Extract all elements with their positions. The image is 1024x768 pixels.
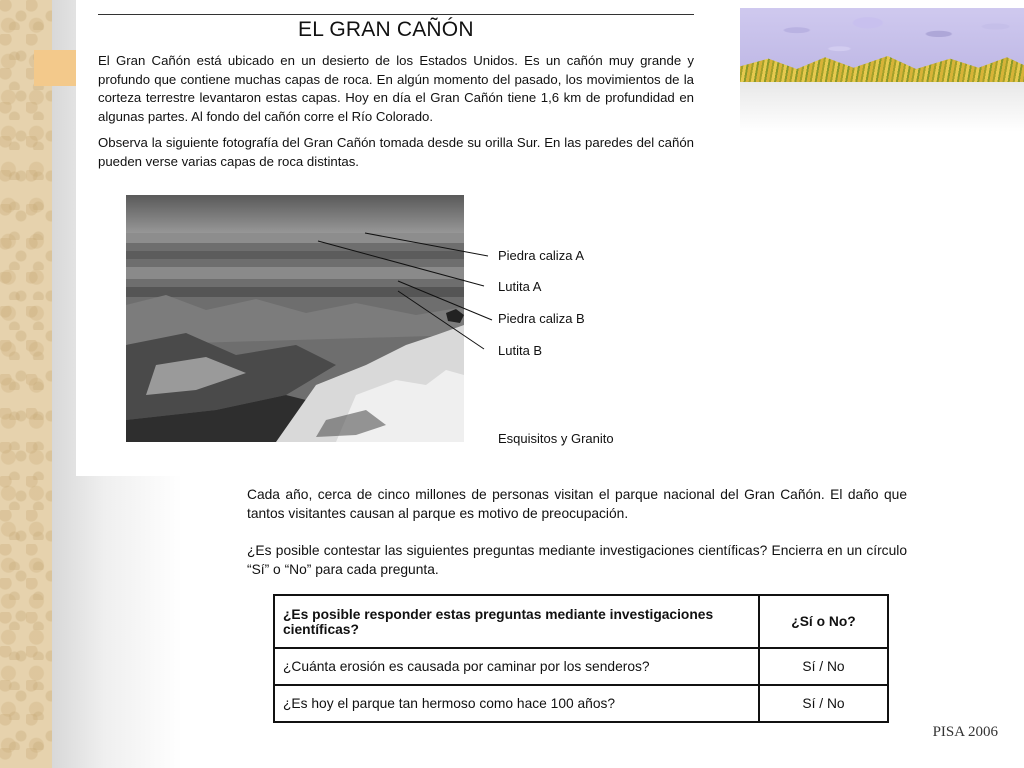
header-answer-cell: ¿Sí o No? xyxy=(759,595,888,648)
question-cell: ¿Es hoy el parque tan hermoso como hace 100 años? xyxy=(274,685,759,722)
grand-canyon-photo xyxy=(126,195,464,442)
page-title: EL GRAN CAÑÓN xyxy=(298,18,474,41)
question-table xyxy=(273,594,889,723)
intro-paragraph: El Gran Cañón está ubicado en un desierto de los Estados Unidos. Es un cañón muy grande y profundo que contiene muchas capas de roca. En algún momento del pasado, los movimientos de la corteza terrestre levantaron estas capas. Hoy en día el Gran Cañón tiene 1,6 km de profundidad en algunas partes. Al fondo del cañón corre el Río Colorado. xyxy=(98,53,694,124)
label-lutita-a: Lutita A xyxy=(498,279,542,294)
source-credit: PISA 2006 xyxy=(932,724,998,740)
label-esquisitos-granito: Esquisitos y Granito xyxy=(498,431,614,446)
table-header-row xyxy=(274,595,888,648)
label-piedra-caliza-a: Piedra caliza A xyxy=(498,248,584,263)
answer-cell[interactable]: Sí / No xyxy=(759,648,888,685)
label-piedra-caliza-b: Piedra caliza B xyxy=(498,311,585,326)
photo-intro-paragraph: Observa la siguiente fotografía del Gran Cañón tomada desde su orilla Sur. En las paredes del cañón pueden verse varias capas de roca distintas. xyxy=(98,135,694,169)
title-rule xyxy=(98,14,694,15)
visitors-paragraph: Cada año, cerca de cinco millones de personas visitan el parque nacional del Gran Cañón. El daño que tantos visitantes causan al parque es motivo de preocupación. xyxy=(247,487,907,521)
header-question-cell: ¿Es posible responder estas preguntas mediante investigaciones científicas? xyxy=(274,595,759,648)
decorative-fade xyxy=(740,82,1024,132)
orange-accent-block xyxy=(34,50,78,86)
answer-cell[interactable]: Sí / No xyxy=(759,685,888,722)
table-row xyxy=(274,685,888,722)
question-instruction: ¿Es posible contestar las siguientes preguntas mediante investigaciones científicas? Encierra en un círculo “Sí” o “No” para cada pregunta. xyxy=(247,543,907,577)
parchment-strip xyxy=(0,0,52,768)
question-cell: ¿Cuánta erosión es causada por caminar por los senderos? xyxy=(274,648,759,685)
label-lutita-b: Lutita B xyxy=(498,343,543,358)
table-row xyxy=(274,648,888,685)
